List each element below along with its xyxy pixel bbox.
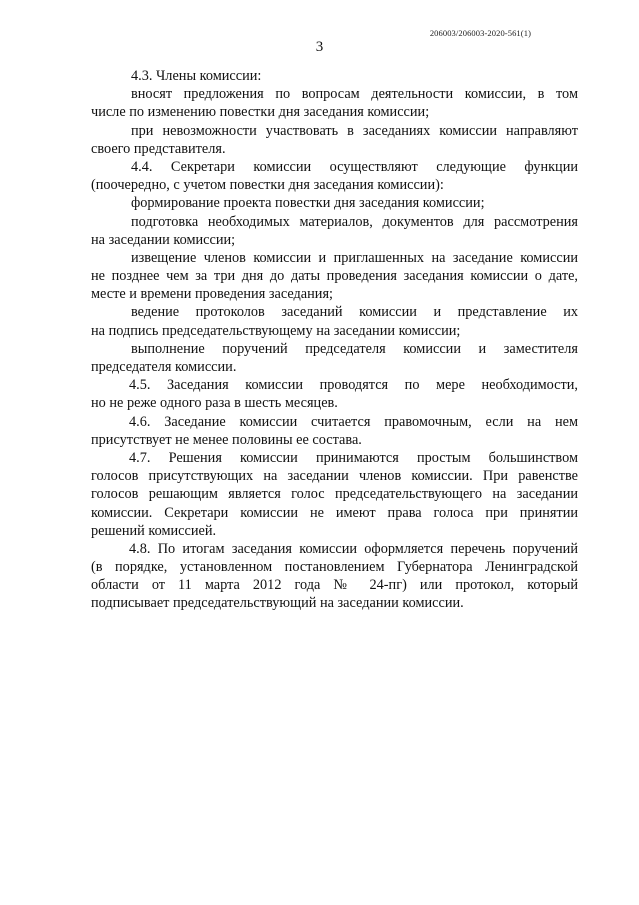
text-line: (поочередно, с учетом повестки дня заседания комиссии):: [91, 177, 444, 194]
text-line: при невозможности участвовать в заседаниях комиссии направляют: [131, 122, 578, 139]
document-id: 206003/206003-2020-561(1): [429, 28, 531, 38]
text-line: голосов решающим является голос председательствующего на заседании: [91, 486, 578, 503]
text-line: 4.5. Заседания комиссии проводятся по мере необходимости,: [129, 377, 578, 394]
text-line: подготовка необходимых материалов, документов для рассмотрения: [131, 213, 578, 230]
text-line: извещение членов комиссии и приглашенных на заседание комиссии: [131, 249, 578, 266]
text-line: но не реже одного раза в шесть месяцев.: [91, 395, 338, 412]
text-line: комиссии. Секретари комиссии не имеют права голоса при принятии: [91, 504, 578, 521]
text-line: голосов присутствующих на заседании членов комиссии. При равенстве: [91, 468, 578, 485]
text-line: присутствует не менее половины ее состава.: [91, 431, 362, 448]
text-line: председателя комиссии.: [91, 359, 237, 375]
text-line: месте и времени проведения заседания;: [91, 286, 333, 303]
text-line: числе по изменению повестки дня заседания комиссии;: [91, 104, 430, 121]
text-line: на заседании комиссии;: [91, 231, 236, 248]
text-line: на подпись председательствующему на заседании комиссии;: [91, 322, 461, 339]
text-line: 4.4. Секретари комиссии осуществляют следующие функции: [131, 158, 578, 175]
text-line: области от 11 марта 2012 года № 24-пг) или протокол, который: [91, 577, 578, 594]
text-line: вносят предложения по вопросам деятельности комиссии, в том: [131, 86, 578, 103]
text-line: выполнение поручений председателя комиссии и заместителя: [131, 340, 578, 357]
text-line: формирование проекта повестки дня заседания комиссии;: [131, 195, 485, 212]
document-body: [91, 67, 578, 613]
text-line: 4.3. Члены комиссии:: [131, 68, 262, 84]
text-line: 4.8. По итогам заседания комиссии оформляется перечень поручений: [129, 540, 578, 557]
page-number: 3: [315, 39, 324, 55]
text-line: ведение протоколов заседаний комиссии и представление их: [131, 304, 578, 321]
text-line: 4.6. Заседание комиссии считается правомочным, если на нем: [129, 413, 578, 430]
text-line: 4.7. Решения комиссии принимаются простым большинством: [129, 449, 578, 466]
text-line: не позднее чем за три дня до даты проведения заседания комиссии о дате,: [91, 268, 578, 285]
text-line: подписывает председательствующий на заседании комиссии.: [91, 595, 464, 612]
text-line: (в порядке, установленном постановлением Губернатора Ленинградской: [91, 559, 578, 576]
text-line: своего представителя.: [91, 140, 226, 157]
text-line: решений комиссией.: [91, 522, 217, 539]
